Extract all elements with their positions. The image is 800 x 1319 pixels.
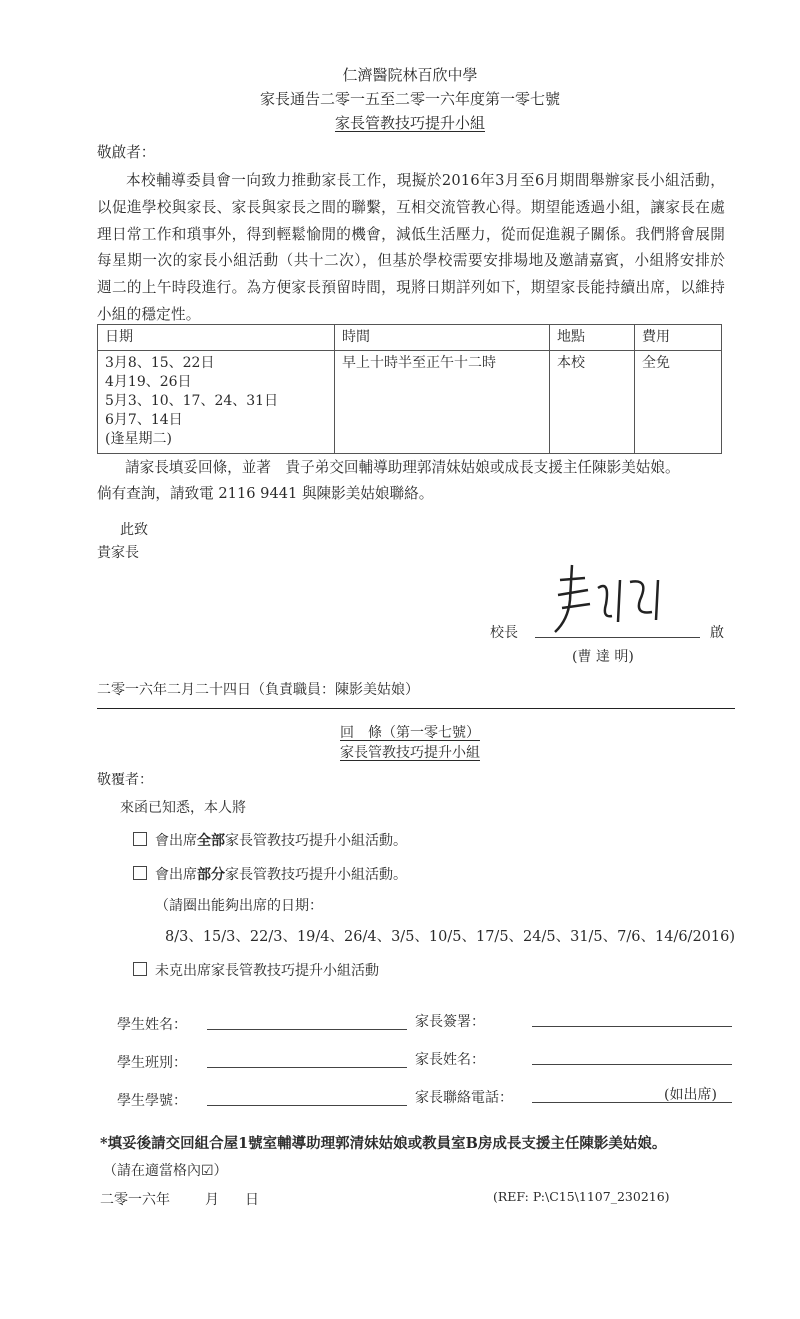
reply-date-day: 日 [245, 1192, 259, 1208]
reply-salutation: 敬覆者： [97, 772, 153, 788]
option-text: 未克出席家長管教技巧提升小組活動 [155, 963, 379, 979]
header-date: 日期 [98, 325, 335, 351]
label-student-name: 學生姓名： [117, 1017, 187, 1033]
date-line: 5月3、10、17、24、31日 [105, 393, 279, 409]
notice-number: 家長通告二零一五至二零一六年度第一零七號 [259, 90, 560, 108]
subject-text: 家長管教技巧提升小組 [334, 114, 485, 132]
reply-subtitle [0, 742, 800, 762]
signature-title: 校長 [490, 625, 518, 641]
option-bold: 全部 [197, 833, 225, 849]
cell-dates [98, 351, 335, 454]
option-text: 會出席 [155, 833, 197, 849]
reply-date-year: 二零一六年 [100, 1192, 170, 1208]
circle-prompt: （請圈出能夠出席的日期： [155, 898, 323, 914]
instruction-enquiry: 倘有查詢，請致電 2116 9441 與陳影美姑娘聯絡。 [97, 485, 434, 502]
date-line: (逢星期二) [105, 431, 172, 447]
option-text: 家長管教技巧提升小組活動。 [225, 833, 407, 849]
tear-off-divider [97, 708, 735, 709]
schedule-table [97, 324, 722, 454]
phone-note: (如出席) [664, 1087, 717, 1103]
principal-name: (曹 達 明) [572, 649, 634, 665]
reply-title [0, 722, 800, 742]
signature-end: 啟 [710, 625, 724, 641]
option-text: 會出席 [155, 867, 197, 883]
principal-signature [540, 560, 700, 640]
closing-cizhi: 此致 [120, 522, 148, 538]
checkbox[interactable] [133, 866, 147, 880]
reply-intro: 來函已知悉，本人將 [120, 800, 246, 816]
parent-name-field[interactable] [532, 1064, 732, 1065]
reply-date-month: 月 [205, 1192, 219, 1208]
instruction-return: 請家長填妥回條，並著 貴子弟交回輔導助理郭清妹姑娘或成長支援主任陳影美姑娘。 [125, 459, 680, 476]
reply-title-text: 回 條（第一零七號） [340, 725, 480, 741]
label-parent-signature: 家長簽署： [415, 1014, 485, 1030]
option-attend-part[interactable] [133, 864, 407, 884]
header-venue: 地點 [550, 325, 635, 351]
signature-line [535, 637, 700, 638]
body-paragraph: 本校輔導委員會一向致力推動家長工作，現擬於2016年3月至6月期間舉辦家長小組活動，以促進學校與家長、家長與家長之間的聯繫，互相交流管教心得。期望能透過小組，讓家長在處理日常工作和瑣事外，得到輕鬆愉閒的機會，減低生活壓力，從而促進親子關係。我們將會展開每星期一次的家長小組活動（共十二次），但基於學校需要安排場地及邀請嘉賓，小組將安排於週二的上午時段進行。為方便家長預留時間，現將日期詳列如下，期望家長能持續出席，以維持小組的穩定性。 [97, 172, 725, 323]
salutation: 敬啟者： [97, 144, 156, 161]
student-number-field[interactable] [207, 1105, 407, 1106]
parent-signature-field[interactable] [532, 1026, 732, 1027]
closing-recipient: 貴家長 [97, 545, 139, 561]
cell-time: 早上十時半至正午十二時 [335, 351, 550, 454]
option-text: 家長管教技巧提升小組活動。 [225, 867, 407, 883]
reply-subtitle-text: 家長管教技巧提升小組 [340, 745, 480, 761]
header-fee: 費用 [635, 325, 722, 351]
cell-fee: 全免 [635, 351, 722, 454]
table-header-row [98, 325, 722, 351]
checkbox[interactable] [133, 962, 147, 976]
tick-note: （請在適當格內☑） [103, 1163, 228, 1179]
label-parent-name: 家長姓名： [415, 1052, 485, 1068]
header-time: 時間 [335, 325, 550, 351]
label-parent-phone: 家長聯絡電話： [415, 1090, 513, 1106]
date-line: 3月8、15、22日 [105, 355, 215, 371]
session-dates: 8/3、15/3、22/3、19/4、26/4、3/5、10/5、17/5、24/5、31/5、7/6、14/6/2016) [165, 929, 736, 945]
school-name: 仁濟醫院林百欣中學 [342, 66, 478, 84]
checkbox[interactable] [133, 832, 147, 846]
reference-code: (REF: P:\C15\1107_230216) [493, 1189, 670, 1204]
option-not-attend[interactable] [133, 960, 379, 980]
table-row [98, 351, 722, 454]
cell-venue: 本校 [550, 351, 635, 454]
label-student-number: 學生學號： [117, 1093, 187, 1109]
label-student-class: 學生班別： [117, 1055, 187, 1071]
issue-date: 二零一六年二月二十四日（負責職員：陳影美姑娘） [97, 682, 419, 698]
notice-subject [0, 112, 800, 133]
date-line: 4月19、26日 [105, 374, 192, 390]
date-line: 6月7、14日 [105, 412, 183, 428]
option-bold: 部分 [197, 867, 225, 883]
student-name-field[interactable] [207, 1029, 407, 1030]
option-attend-all[interactable] [133, 830, 407, 850]
return-note: *填妥後請交回組合屋1號室輔導助理郭清妹姑娘或教員室B房成長支援主任陳影美姑娘。 [100, 1135, 667, 1152]
student-class-field[interactable] [207, 1067, 407, 1068]
